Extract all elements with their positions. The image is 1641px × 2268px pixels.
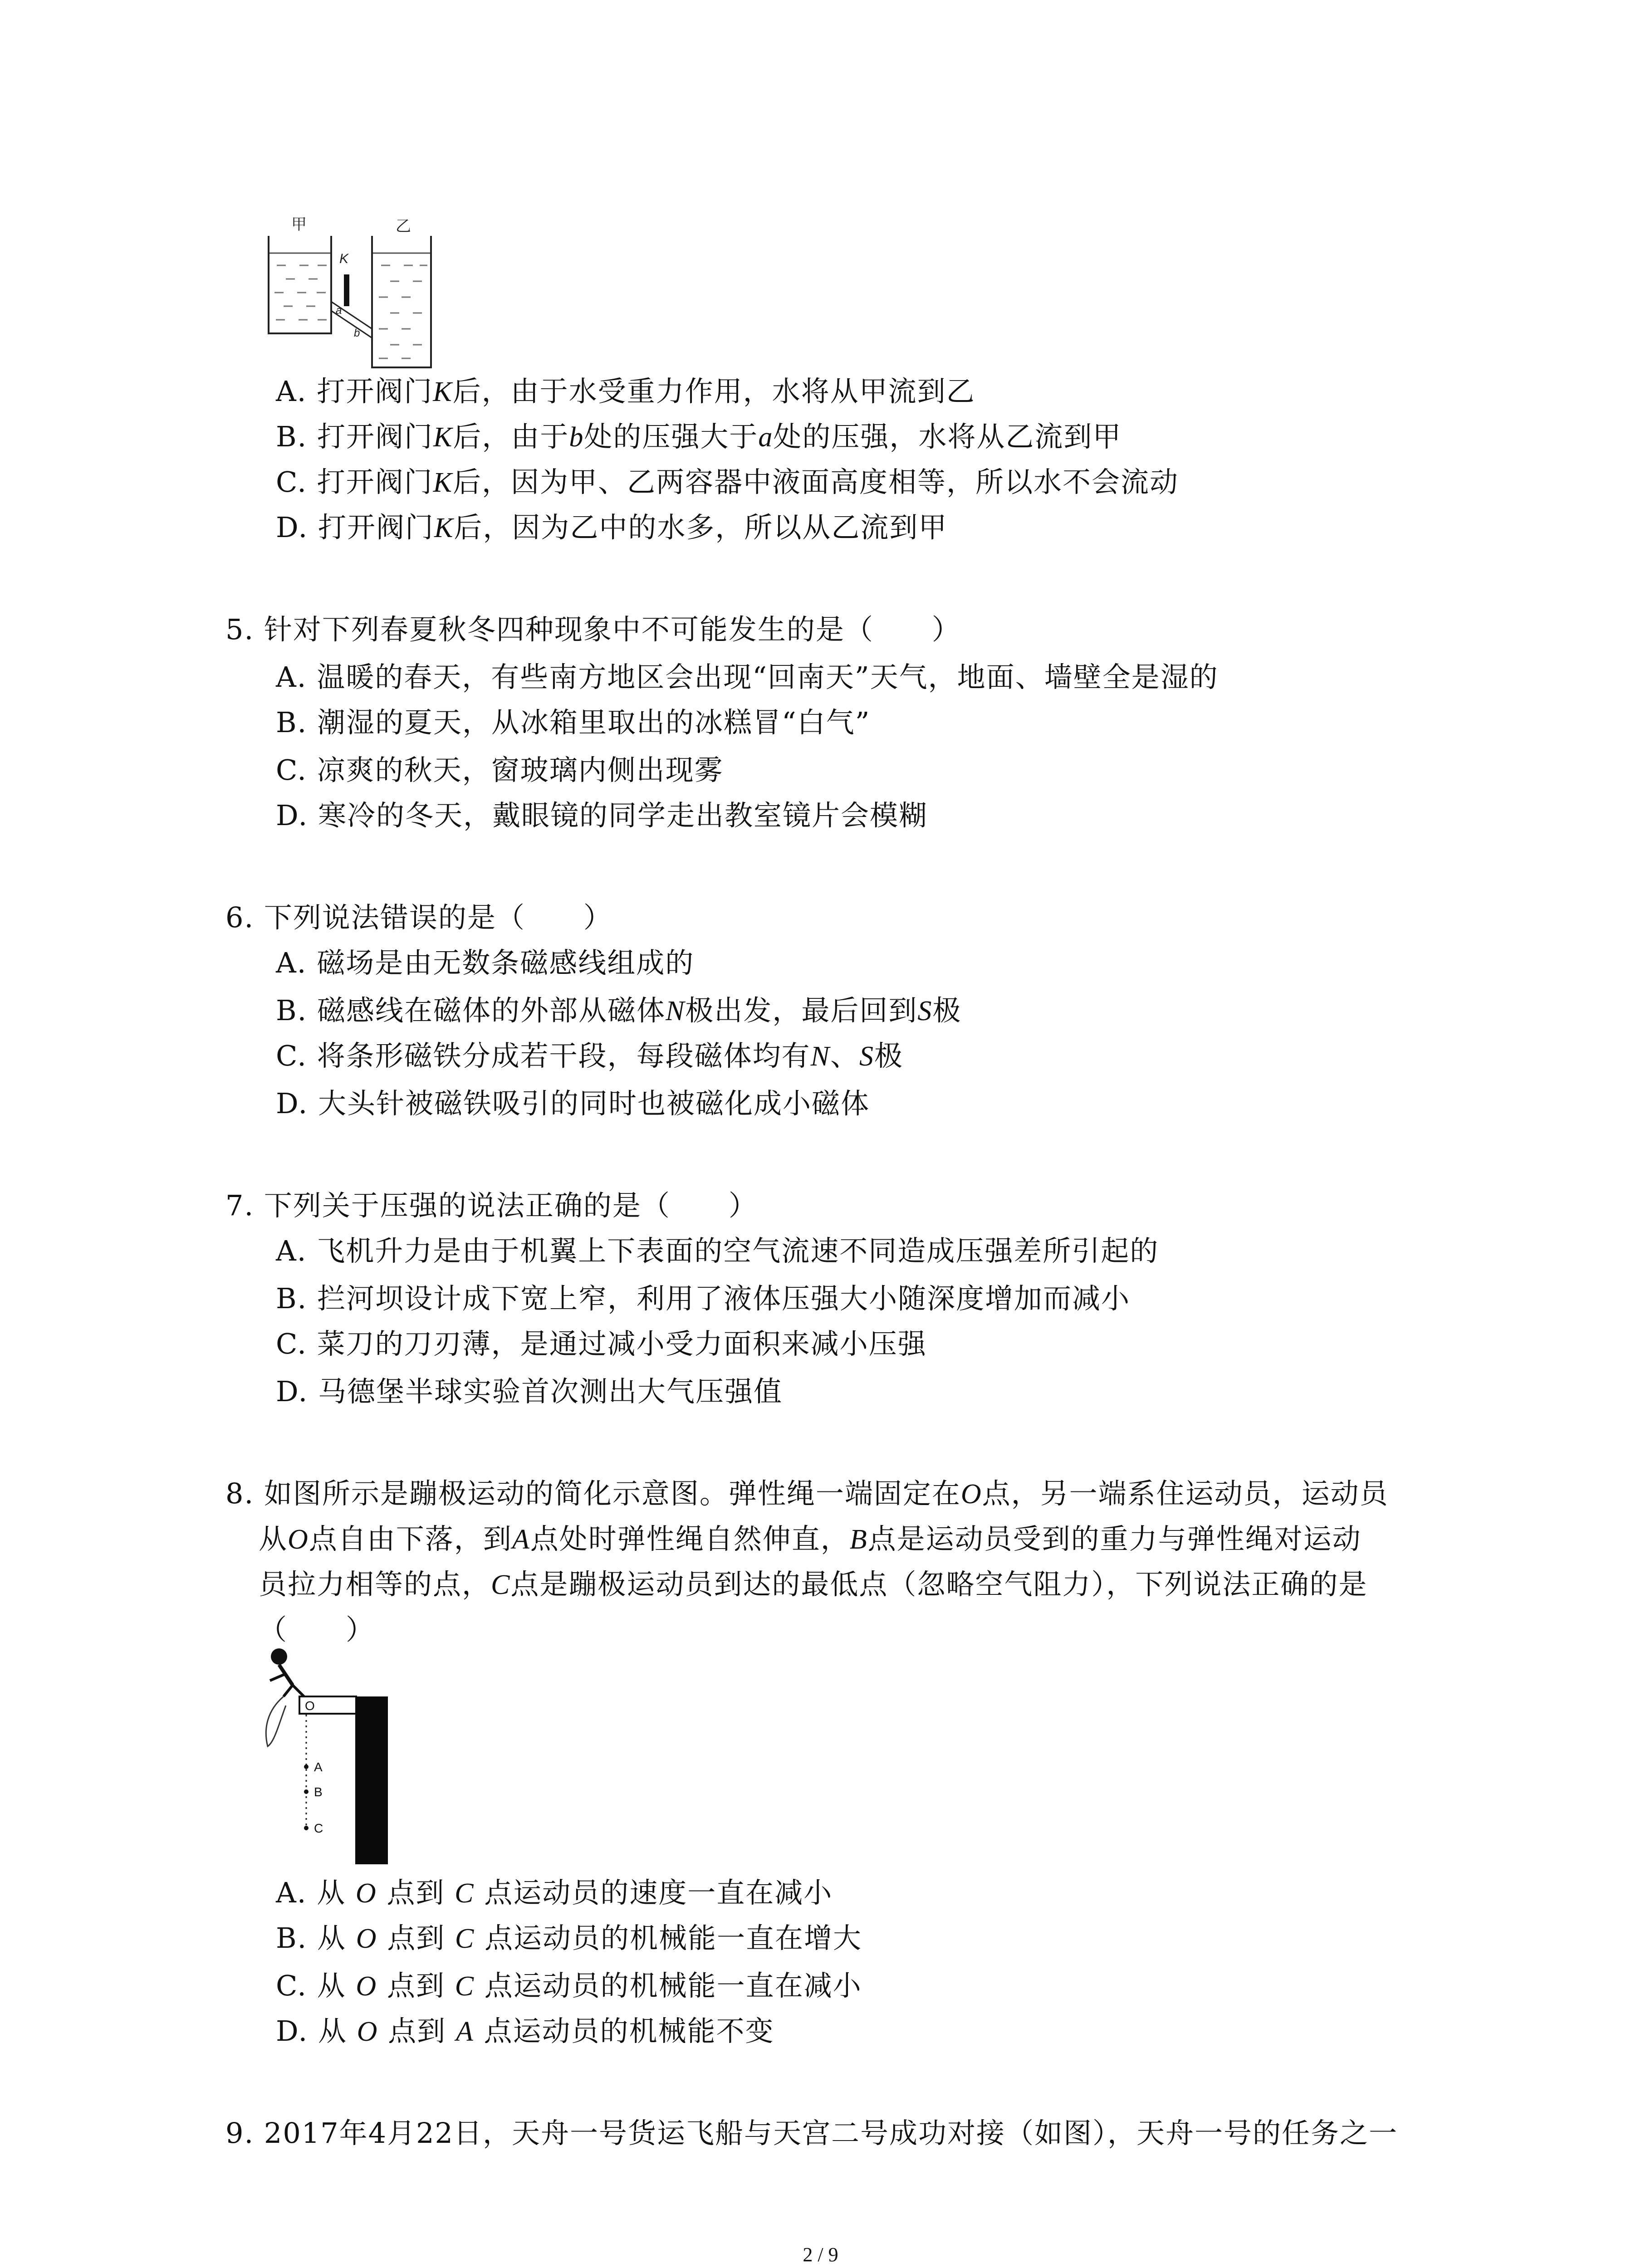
q8-stem-line1: 8. 如图所示是蹦极运动的简化示意图。弹性绳一端固定在O点，另一端系住运动员，运动员 [225, 1477, 1389, 1510]
label-a-point: A [314, 1760, 323, 1774]
q7-option-a: A. 飞机升力是由于机翼上下表面的空气流速不同造成压强差所引起的 [276, 1234, 1159, 1267]
label-b: b [354, 327, 360, 339]
label-jia: 甲 [291, 216, 307, 233]
q7-stem: 7. 下列关于压强的说法正确的是（ ） [225, 1189, 758, 1222]
q6-option-c: C. 将条形磁铁分成若干段，每段磁体均有N、S极 [276, 1039, 904, 1072]
q4-option-a: A. 打开阀门K后，由于水受重力作用，水将从甲流到乙 [276, 375, 975, 408]
q5-option-a: A. 温暖的春天，有些南方地区会出现“回南天”天气，地面、墙壁全是湿的 [276, 660, 1219, 694]
q7-option-b: B. 拦河坝设计成下宽上窄，利用了液体压强大小随深度增加而减小 [276, 1282, 1131, 1315]
q5-option-d: D. 寒冷的冬天，戴眼镜的同学走出教室镜片会模糊 [276, 799, 928, 832]
q4-option-d: D. 打开阀门K后，因为乙中的水多，所以从乙流到甲 [276, 511, 948, 544]
q7-option-d: D. 马德堡半球实验首次测出大气压强值 [276, 1375, 783, 1408]
label-b-point: B [314, 1785, 323, 1799]
q4-option-c: C. 打开阀门K后，因为甲、乙两容器中液面高度相等，所以水不会流动 [276, 465, 1179, 499]
q4-option-b: B. 打开阀门K后，由于b处的压强大于a处的压强，水将从乙流到甲 [276, 420, 1122, 453]
q8-option-c: C. 从 O 点到 C 点运动员的机械能一直在减小 [276, 1969, 862, 2002]
q6-option-a: A. 磁场是由无数条磁感线组成的 [276, 946, 695, 979]
q5-option-b: B. 潮湿的夏天，从冰箱里取出的冰糕冒“白气” [276, 706, 871, 739]
bungee-figure [259, 1647, 408, 1869]
label-a: a [336, 304, 342, 317]
label-c-point: C [314, 1821, 323, 1835]
q8-option-d: D. 从 O 点到 A 点运动员的机械能不变 [276, 2014, 774, 2048]
label-o: O [305, 1699, 315, 1713]
q8-option-a: A. 从 O 点到 C 点运动员的速度一直在减小 [276, 1876, 833, 1909]
q6-option-b: B. 磁感线在磁体的外部从磁体N极出发，最后回到S极 [276, 994, 962, 1027]
q7-option-c: C. 菜刀的刀刃薄，是通过减小受力面积来减小压强 [276, 1327, 927, 1360]
q9-stem: 9. 2017年4月22日，天舟一号货运飞船与天宫二号成功对接（如图），天舟一号的任务之一 [225, 2116, 1398, 2150]
q6-option-d: D. 大头针被磁铁吸引的同时也被磁化成小磁体 [276, 1087, 870, 1120]
q8-stem-line2: 从O点自由下落，到A点处时弹性绳自然伸直，B点是运动员受到的重力与弹性绳对运动 [259, 1522, 1362, 1555]
q8-stem-line3: 员拉力相等的点，C点是蹦极运动员到达的最低点（忽略空气阻力），下列说法正确的是 [259, 1568, 1368, 1601]
q8-option-b: B. 从 O 点到 C 点运动员的机械能一直在增大 [276, 1921, 862, 1955]
label-yi: 乙 [396, 218, 411, 235]
connected-vessels-figure [263, 213, 445, 376]
page-number: 2 / 9 [803, 2244, 838, 2266]
label-k: K [339, 251, 349, 266]
q8-stem-line4: （ ） [259, 1613, 375, 1646]
q5-option-c: C. 凉爽的秋天，窗玻璃内侧出现雾 [276, 753, 724, 787]
q5-stem: 5. 针对下列春夏秋冬四种现象中不可能发生的是（ ） [225, 613, 961, 646]
q6-stem: 6. 下列说法错误的是（ ） [225, 901, 612, 934]
